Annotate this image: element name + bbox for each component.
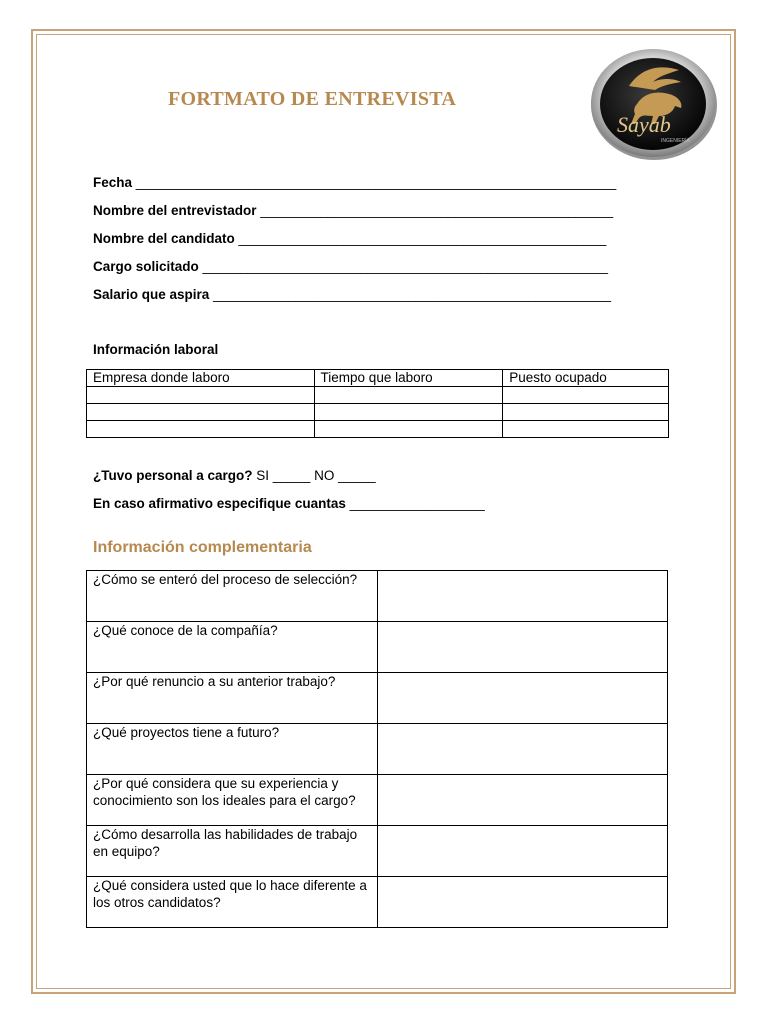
field-fecha[interactable] (93, 175, 616, 190)
field-label: Nombre del candidato (93, 231, 235, 246)
table-row (87, 877, 668, 928)
answer-cell[interactable] (378, 724, 668, 775)
field-line[interactable]: ________________________________________________________________ (135, 175, 617, 190)
field-line[interactable]: ______________________________________________________ (202, 259, 608, 274)
field-line[interactable]: _______________________________________________ (260, 203, 614, 218)
table-row (87, 622, 668, 673)
specify-label: En caso afirmativo especifique cuantas (93, 496, 346, 511)
question-cell: ¿Qué considera usted que lo hace diferente a los otros candidatos? (87, 877, 378, 928)
question-cell: ¿Qué proyectos tiene a futuro? (87, 724, 378, 775)
field-position[interactable] (93, 259, 608, 274)
work-history-table (86, 369, 669, 438)
answer-cell[interactable] (378, 775, 668, 826)
complementary-table (86, 570, 668, 928)
staff-question[interactable] (93, 468, 376, 483)
question-cell: ¿Cómo desarrolla las habilidades de trabajo en equipo? (87, 826, 378, 877)
table-row (87, 724, 668, 775)
answer-cell[interactable] (378, 826, 668, 877)
question-cell: ¿Qué conoce de la compañía? (87, 622, 378, 673)
table-cell[interactable] (87, 387, 315, 404)
table-row (87, 673, 668, 724)
table-cell[interactable] (314, 387, 503, 404)
table-cell[interactable] (87, 404, 315, 421)
field-salary[interactable] (93, 287, 611, 302)
table-row[interactable] (87, 387, 669, 404)
header-company: Empresa donde laboro (87, 370, 315, 387)
company-logo (589, 46, 719, 162)
field-label: Salario que aspira (93, 287, 210, 302)
table-row (87, 826, 668, 877)
work-info-heading: Información laboral (93, 342, 219, 357)
table-row[interactable] (87, 421, 669, 438)
field-label: Nombre del entrevistador (93, 203, 257, 218)
field-line[interactable]: _________________________________________________ (238, 231, 607, 246)
table-cell[interactable] (503, 404, 669, 421)
staff-question-label: ¿Tuvo personal a cargo? (93, 468, 253, 483)
answer-cell[interactable] (378, 571, 668, 622)
staff-question-options[interactable]: SI _____ NO _____ (252, 468, 376, 483)
field-label: Cargo solicitado (93, 259, 199, 274)
question-cell: ¿Cómo se enteró del proceso de selección? (87, 571, 378, 622)
table-cell[interactable] (503, 421, 669, 438)
table-cell[interactable] (503, 387, 669, 404)
table-cell[interactable] (87, 421, 315, 438)
field-line[interactable]: _____________________________________________________ (213, 287, 612, 302)
logo-subtext: INGENIERÍA (661, 138, 690, 144)
field-candidate[interactable] (93, 231, 606, 246)
document-title: FORTMATO DE ENTREVISTA (168, 88, 457, 110)
table-cell[interactable] (314, 404, 503, 421)
logo-text: Sayab (617, 112, 671, 137)
answer-cell[interactable] (378, 622, 668, 673)
field-interviewer[interactable] (93, 203, 613, 218)
table-cell[interactable] (314, 421, 503, 438)
field-label: Fecha (93, 175, 133, 190)
question-cell: ¿Por qué considera que su experiencia y conocimiento son los ideales para el cargo? (87, 775, 378, 826)
header-position: Puesto ocupado (503, 370, 669, 387)
table-row[interactable] (87, 404, 669, 421)
table-header-row (87, 370, 669, 387)
answer-cell[interactable] (378, 877, 668, 928)
complementary-heading: Información complementaria (93, 539, 312, 556)
header-time: Tiempo que laboro (314, 370, 503, 387)
specify-line[interactable]: __________________ (345, 496, 485, 511)
table-row (87, 571, 668, 622)
table-row (87, 775, 668, 826)
answer-cell[interactable] (378, 673, 668, 724)
question-cell: ¿Por qué renuncio a su anterior trabajo? (87, 673, 378, 724)
specify-count[interactable] (93, 496, 485, 511)
